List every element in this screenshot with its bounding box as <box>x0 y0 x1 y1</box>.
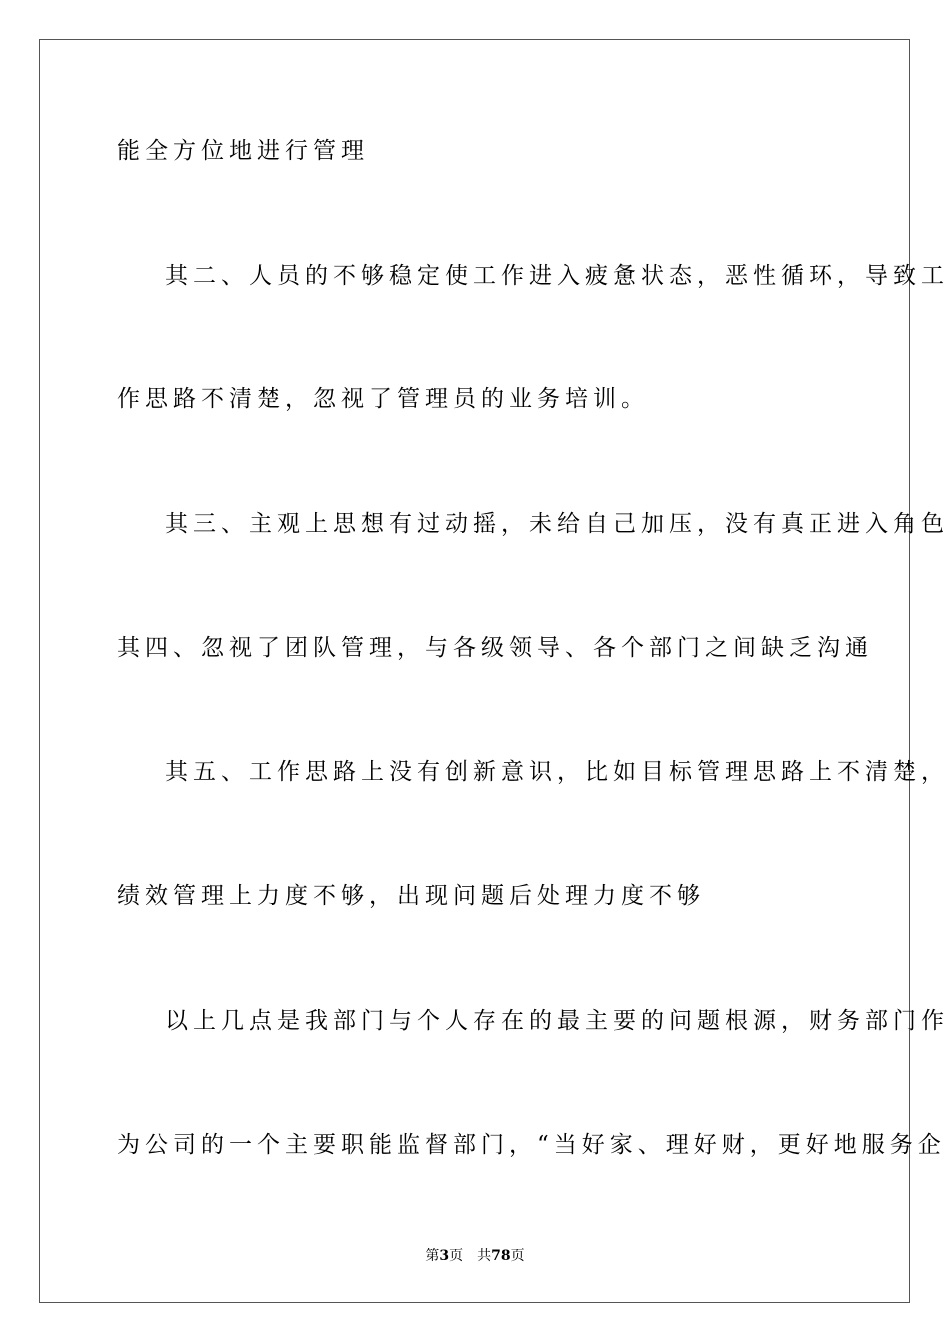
page-number: 3 <box>439 1248 450 1264</box>
text-line-8: 以上几点是我部门与个人存在的最主要的问题根源，财务部门作 <box>165 1008 949 1034</box>
text-line-4: 其三、主观上思想有过动摇，未给自己加压，没有真正进入角色 <box>165 511 949 537</box>
page-prefix: 第 <box>425 1248 440 1264</box>
total-pages: 78 <box>491 1248 511 1264</box>
text-line-3: 作思路不清楚，忽视了管理员的业务培训。 <box>117 386 649 412</box>
total-suffix: 页 <box>510 1248 525 1264</box>
total-prefix: 共 <box>477 1248 492 1264</box>
text-line-1: 能全方位地进行管理 <box>117 138 369 164</box>
page-footer <box>0 1247 950 1265</box>
text-line-6: 其五、工作思路上没有创新意识，比如目标管理思路上不清楚， <box>165 759 949 785</box>
text-line-5: 其四、忽视了团队管理，与各级领导、各个部门之间缺乏沟通 <box>117 635 873 661</box>
page-suffix: 页 <box>449 1248 464 1264</box>
text-line-2: 其二、人员的不够稳定使工作进入疲惫状态，恶性循环，导致工 <box>165 263 949 289</box>
page-border <box>39 39 910 1303</box>
text-line-7: 绩效管理上力度不够，出现问题后处理力度不够 <box>117 883 705 909</box>
text-line-9: 为公司的一个主要职能监督部门，“当好家、理好财，更好地服务企 <box>117 1132 946 1158</box>
